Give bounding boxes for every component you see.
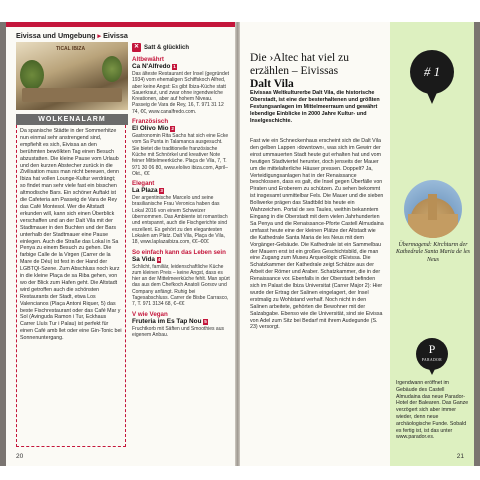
lead-paragraph: Eivissas Weltkulturerbe Dalt Vila, die historische Oberstadt, ist eine der besterhaltenen und größten Festungsanlagen im Mittelmeerraum und gewährt lebendige Einblicke in 2000 Jahre Kultur- und Inselgeschichte.	[250, 90, 380, 124]
entry-text: Der argentinische Marcelo und seine brasilianische Frau Veronica haben das Lokal 2016 von einem Schweizer übernommen. Das Ambiente ist romantisch und entspannt, auch die Fischgerichte sind exzellent. Es gehört zu den elegantesten Lokalen am Platz. Dalt Vila, Plaça de Vila, 18, www.laplazaibiza.com, €€–€€€	[132, 195, 228, 246]
restaurant-entry	[132, 56, 230, 115]
page-number-right: 21	[456, 453, 464, 460]
restaurant-column	[132, 42, 230, 447]
entry-map-number: 2	[171, 126, 174, 132]
header-section: Eivissa und Umgebung	[16, 31, 96, 40]
satt-header	[132, 42, 230, 53]
map-pin-icon	[410, 50, 454, 106]
entry-text: Fruchtkorb mit Säften und Smoothies aus eigenem Anbau.	[132, 325, 224, 338]
header-place: Eivissa	[103, 31, 128, 40]
entry-place-name: Ca N'Alfredo	[132, 63, 171, 70]
cathedral-photo	[404, 180, 462, 238]
satt-label: Satt & glücklich	[144, 44, 190, 51]
plant-shape	[20, 60, 44, 90]
entry-category: So einfach kann das Leben sein	[132, 248, 226, 256]
fork-knife-icon: ✕	[133, 44, 140, 50]
photo-caption: Übermagend: Kirchturm der Kathedrale Santa Maria de les Neus	[396, 242, 470, 263]
entry-place-name: La Plaza	[132, 187, 158, 195]
table-shape	[22, 88, 122, 102]
parador-circle	[416, 338, 448, 370]
entry-text: Schlicht, familiär, leidenschaftliche Küche zum kleinen Preis – keine Angst, dass es hier an der Mittelmeerküche fehlt. Man spürt das aus dem Chefkoch Anatoli Gorsov und Company anfängt. Ruhig bei Tagesabschluss. Carrer de Bisbe Carrasco, 7, T. 971 3134 68, €–€€	[132, 263, 230, 308]
restaurant-entry	[132, 249, 230, 308]
entry-map-number: 3	[160, 188, 163, 194]
right-page	[240, 22, 474, 466]
entry-text: Das älteste Restaurant der Insel (gegründet 1934) vom ehemaligen Schiffskoch Alfred, aber keine Angst: Es gibt Ibiza-Küche statt Sauerkraut, und zwar ohne irgendwelche Kreationen, aber auf hohem Niveau. Passeig de Vara de Rey, 16, T. 971 31 12 74, €€, www.canalfredo.com.	[132, 71, 229, 115]
entry-place-name: Fruteria im Es Tap Nou	[132, 317, 202, 325]
entry-place	[132, 318, 230, 325]
restaurant-entry	[132, 180, 230, 245]
title-line-1: Die ›Altec hat viel zu	[250, 52, 349, 64]
running-header	[16, 31, 128, 40]
page-number-left: 20	[16, 453, 24, 460]
box-text: Da spanische Städte in der Sommerhitze nun einmal sehr anstrengend sind, empfiehlt es sich, Eivissa an den berühmten bewölkten Tag einen Besuch abzustatten. Die kleine Pause vom Urlaub und den kurzen Abstecher zurück in die Zivilisation muss man nicht bereuen, denn Ibiza hat vollen Lounge-Kultur verdrängt; so findet man sehr viele fast ein bisschen altmodische Bars. Ein schöner Auftakt ist die Cafeteria am Passeig de Vara de Rey das Café Montesol. Wer die Altstadt erkunden will, kann sich einen Überblick verschaffen und an der Dalt Vila mit der Stadtmauer in den Buchten und der Bars unterhalb der Stadtmauer eine Pause einlegen. Auch die Straße das Lokal in Sa Penya zu einem Besuch zu gehen. Die farbige Calle de la Virgen (Carrer de la Mare de Déu) ist fest in der Hand der LGBTQI-Szene. Zum Abschluss noch kurz in die kleine Plaça de sa Riba gehen, von wo der Blick zum Hafen geht. Die Altstadt wird getroffen auch die schönsten Restaurants der Stadt, etwa Los Valencianos (Plaça Antoni Riquer, 5) das beste Fischrestaurant oder das Café Mar y Sol (Avinguda Ramon i Tur, Eckhaus Carrer Lluís Tur i Palau) ist perfekt für einen Café amb llet oder eine Gin-Tonic bei Sonnenuntergang.	[20, 128, 122, 342]
left-page	[6, 22, 235, 466]
entry-category: Altbewährt	[132, 56, 164, 63]
entry-place	[132, 187, 230, 194]
entry-map-number: 4	[157, 256, 161, 262]
title-line-2: erzählen – Eivissas	[250, 65, 339, 77]
pin-label: # 1	[410, 50, 454, 94]
entry-place-name: Sa Vida	[132, 255, 155, 263]
entry-place	[132, 63, 230, 70]
bar-photo	[16, 42, 128, 110]
entry-category: Elegant	[132, 180, 155, 188]
entry-category: Französisch	[132, 118, 169, 126]
sidebar-text: Irgendwann eröffnet im Gebäude des Castell Almudaina das neue Parador-Hotel der Balearen. Das Ganze verzögert sich aber immer wieder, denn neue archäologische Funde. Sobald es fertig ist, ist das unter www.parador.es.	[396, 380, 469, 441]
parador-word: PARADOR	[421, 358, 443, 362]
entry-place-name: El Olivo Mio	[132, 125, 169, 133]
entry-text: Gastronomin Rita Sachs hat sich eine Ecke vom Sa Punta in Talamanca ausgesucht. Sie bietet die traditionelle französische Küche mit Schnörkel und kreativer Note feiner Mittelmeerküche. Plaça de Vila, 7, T. 971 30 06 80, www.elolivo ibiza.com, April–Okt., €€	[132, 133, 229, 177]
plant-shape-2	[102, 56, 122, 82]
book-spread	[0, 22, 480, 466]
entry-map-number: 1	[173, 64, 176, 69]
top-accent-bar	[6, 22, 235, 27]
restaurant-entry	[132, 311, 230, 339]
parador-logo-icon	[416, 338, 448, 376]
restaurant-entry	[132, 118, 230, 177]
entries-list	[132, 56, 230, 338]
parador-letter: P	[428, 342, 436, 356]
header-arrow-icon: ▸	[97, 31, 102, 40]
article-title	[250, 52, 380, 91]
entry-map-number: 5	[204, 318, 207, 324]
article-body: Fast wie ein Schneckenhaus erscheint sich die Dalt Vila den gelben Lappen ›downtown‹, was sich im Gewirr der einst ummauerten Stadt heute gut erhalten hat und vom heutigen Stadtviertel herunter, doch jenseits der Mauer um die mittelalterliche Häuser pressen. Doppelt? Ja, Verteidigungsanlagen hat in der Renaissance beschlossen, dass es galt, die Insel gegen Überfälle von Piraten und Eroberern zu schützen. Zu sehen bekommt ist insgesamt unmittelbar Fels. Die Mauer und die sieben Bollwerke prägen das Stadtbild bis heute ein Wahrzeichen. Portal de ses Taules, weithin bekanntem Eingang in die Oberstadt mit dem vielen Jahrhunderten Sa Penya und die Renaissance-Pforte Castell Almudaina umfasst heute eine der kleinen Plätze der Altstadt wie die Kathedrale Santa Maria de les Neus mit dem Vorgänger-Gebäude. Die Kathedrale ist ein Sammelbau der Mauern erst ist ein großes Geschichtsbild, die man eine Zugang zum Museu Arqueològic d'Eivissa. Die Schatzkammer der Kathedrale zeigt Schätze aus der Arbeit der Römer und Araber. Schatzkammer, die in der Renaissance vor. Ebenfalls in der Oberstadt befinden sich im Palast die Ibiza Universitat (Carrer Major 2): Hier wurde der Ertrag der Salinen eingelagert, der Insel erstmalig zu Wohlstand verhalf. Noch nicht in den Salinen arbeitete, gehörten die Bewohner mit der Salzabgabe. Ebenso wie die Universität, sind sie Eivissa von Adel zum Sitz bei Bedarf mit ihrem Audegunde (S. 23) versorgt.	[250, 138, 384, 331]
photo-sign-text: TICAL IBIZA	[56, 46, 86, 52]
title-line-3: Dalt Vila	[250, 78, 294, 90]
wolkenalarm-box	[16, 125, 126, 447]
tower-shape	[428, 194, 437, 220]
box-title: WOLKENALARM	[16, 114, 128, 125]
entry-place	[132, 256, 230, 263]
entry-place	[132, 125, 230, 132]
entry-category: V wie Vegan	[132, 310, 168, 318]
